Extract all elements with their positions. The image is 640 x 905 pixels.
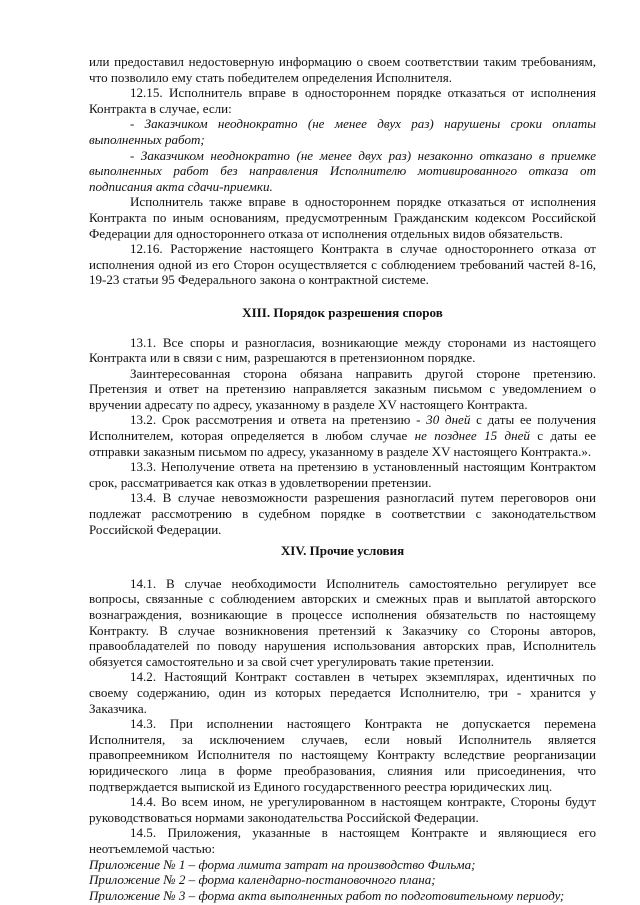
clause-13-1-claim: Заинтересованная сторона обязана направить другой стороне претензию. Претензия и ответ на претензию направляется заказным письмом с уведомлением о вручении адресату по адресу, указанному в разделе XV настоящего Контракта. bbox=[89, 365, 596, 412]
clause-13-2-text-b: с даты ее получения Исполнителем, которая определяется в любом случае bbox=[89, 412, 596, 444]
clause-12-16: 12.16. Расторжение настоящего Контракта в случае одностороннего отказа от исполнения одной из его Сторон осуществляется с соблюдением требований частей 8-16, 19-23 статьи 95 Федерального закона о контрактной системе. bbox=[89, 241, 596, 288]
clause-13-2-term-30-days: 30 дней bbox=[426, 412, 471, 428]
section-14-heading: XIV. Прочие условия bbox=[280, 543, 405, 559]
clause-14-2: 14.2. Настоящий Контракт составлен в четырех экземплярах, идентичных по своему содержанию, один из которых передается Исполнителю, три - хранится у Заказчика. bbox=[89, 669, 596, 716]
clause-13-4: 13.4. В случае невозможности разрешения разногласий путем переговоров они подлежат рассмотрению в судебном порядке в соответствии с законодательством Российской Федерации. bbox=[89, 490, 596, 537]
clause-12-15-item-2: - Заказчиком неоднократно (не менее двух раз) незаконно отказано в приемке выполненных работ без направления Исполнителю мотивированного отказа от подписания акта сдачи-приемки. bbox=[89, 147, 596, 194]
clause-14-3: 14.3. При исполнении настоящего Контракта не допускается перемена Исполнителя, за исключением случаев, если новый Исполнитель является правопреемником Исполнителя по настоящему Контракту вследствие реорганизации юридического лица в форме преобразования, слияния или присоединения, что подтверждается выпиской из Единого государственного реестра юридических лиц. bbox=[89, 716, 596, 794]
clause-13-2-text-c: с даты ее отправки заказным письмом по адресу, указанному в разделе XV настоящего Контракта.». bbox=[89, 428, 597, 459]
clause-12-15-other-grounds: Исполнитель также вправе в одностороннем порядке отказаться от исполнения Контракта по иным основаниям, предусмотренным Гражданским кодексом Российской Федерации для одностороннего отказа от исполнения отдельных видов обязательств. bbox=[89, 194, 596, 241]
clause-13-2 bbox=[89, 412, 596, 459]
clause-13-1: 13.1. Все споры и разногласия, возникающие между сторонами из настоящего Контракта или в связи с ним, разрешаются в претензионном порядке. bbox=[89, 334, 596, 366]
paragraph-continuation: или предоставил недостоверную информацию о своем соответствии таким требованиям, что позволило ему стать победителем определения Исполнителя. bbox=[89, 54, 596, 85]
clause-14-5: 14.5. Приложения, указанные в настоящем Контракте и являющиеся его неотъемлемой частью: bbox=[89, 825, 596, 856]
clause-13-3: 13.3. Неполучение ответа на претензию в установленный настоящим Контрактом срок, рассматривается как отказ в удовлетворении претензии. bbox=[89, 459, 596, 490]
clause-12-15-item-1: - Заказчиком неоднократно (не менее двух раз) нарушены сроки оплаты выполненных работ; bbox=[89, 116, 596, 147]
appendix-1: Приложение № 1 – форма лимита затрат на производство Фильма; bbox=[89, 856, 476, 872]
section-13-heading: XIII. Порядок разрешения споров bbox=[242, 304, 443, 320]
clause-13-2-term-15-days: не позднее 15 дней bbox=[414, 428, 530, 444]
appendix-3: Приложение № 3 – форма акта выполненных работ по подготовительному периоду; bbox=[89, 887, 565, 903]
clause-12-15: 12.15. Исполнитель вправе в одностороннем порядке отказаться от исполнения Контракта в случае, если: bbox=[89, 85, 596, 116]
clause-14-1: 14.1. В случае необходимости Исполнитель самостоятельно регулирует все вопросы, связанные с соблюдением авторских и смежных прав и выплатой авторского вознаграждения, возникающие в процессе исполнения обязательств по настоящему Контракту. В случае возникновения претензий к Заказчику со Стороны авторов, правообладателей по поводу нарушения использования авторских прав, Исполнитель обязуется самостоятельно и за свой счет урегулировать такие претензии. bbox=[89, 575, 596, 669]
appendix-2: Приложение № 2 – форма календарно-постановочного плана; bbox=[89, 872, 436, 888]
clause-14-4: 14.4. Во всем ином, не урегулированном в настоящем контракте, Стороны будут руководствоваться нормами законодательства Российской Федерации. bbox=[89, 794, 596, 825]
clause-13-2-text-a: 13.2. Срок рассмотрения и ответа на претензию - bbox=[130, 412, 427, 428]
